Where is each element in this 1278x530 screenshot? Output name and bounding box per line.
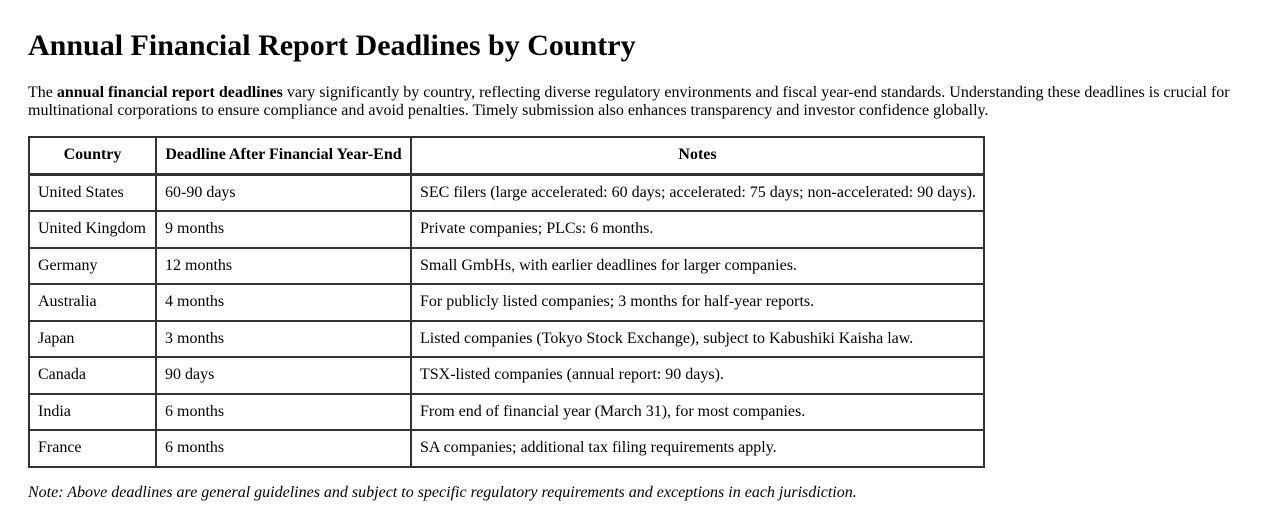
table-row — [29, 248, 984, 284]
table-row — [29, 174, 984, 211]
cell-notes: SA companies; additional tax filing requirements apply. — [411, 430, 984, 466]
cell-notes: TSX-listed companies (annual report: 90 days). — [411, 357, 984, 393]
table-row — [29, 321, 984, 357]
table-header-row — [29, 137, 984, 174]
cell-deadline: 6 months — [156, 430, 411, 466]
table-row — [29, 394, 984, 430]
cell-deadline: 90 days — [156, 357, 411, 393]
header-country: Country — [29, 137, 156, 174]
page-title: Annual Financial Report Deadlines by Country — [28, 29, 636, 62]
cell-country: Germany — [29, 248, 156, 284]
cell-notes: Small GmbHs, with earlier deadlines for larger companies. — [411, 248, 984, 284]
intro-paragraph — [28, 84, 1250, 121]
cell-country: France — [29, 430, 156, 466]
cell-deadline: 60-90 days — [156, 174, 411, 211]
intro-bold-phrase: annual financial report deadlines — [56, 83, 283, 101]
cell-country: Japan — [29, 321, 156, 357]
cell-notes: For publicly listed companies; 3 months for half-year reports. — [411, 284, 984, 320]
cell-country: United States — [29, 174, 156, 211]
cell-country: India — [29, 394, 156, 430]
intro-rest: vary significantly by country, reflecting diverse regulatory environments and fiscal year-end standards. Understanding these deadlines is crucial for multinational corporations to ensure compliance and avoid penalties. Timely submission also enhances transparency and investor confidence globally. — [28, 83, 1230, 119]
intro-prefix: The — [28, 83, 57, 101]
cell-country: Canada — [29, 357, 156, 393]
table-row — [29, 357, 984, 393]
cell-notes: SEC filers (large accelerated: 60 days; accelerated: 75 days; non-accelerated: 90 days). — [411, 174, 984, 211]
cell-deadline: 4 months — [156, 284, 411, 320]
cell-deadline: 12 months — [156, 248, 411, 284]
cell-country: United Kingdom — [29, 211, 156, 247]
table-row — [29, 284, 984, 320]
cell-country: Australia — [29, 284, 156, 320]
cell-deadline: 9 months — [156, 211, 411, 247]
header-notes: Notes — [411, 137, 984, 174]
deadlines-table — [28, 136, 985, 467]
cell-notes: Private companies; PLCs: 6 months. — [411, 211, 984, 247]
cell-notes: From end of financial year (March 31), for most companies. — [411, 394, 984, 430]
header-deadline: Deadline After Financial Year-End — [156, 137, 411, 174]
footnote: Note: Above deadlines are general guidelines and subject to specific regulatory requirements and exceptions in each jurisdiction. — [28, 483, 857, 501]
table-row — [29, 430, 984, 466]
cell-deadline: 6 months — [156, 394, 411, 430]
cell-notes: Listed companies (Tokyo Stock Exchange), subject to Kabushiki Kaisha law. — [411, 321, 984, 357]
table-row — [29, 211, 984, 247]
cell-deadline: 3 months — [156, 321, 411, 357]
